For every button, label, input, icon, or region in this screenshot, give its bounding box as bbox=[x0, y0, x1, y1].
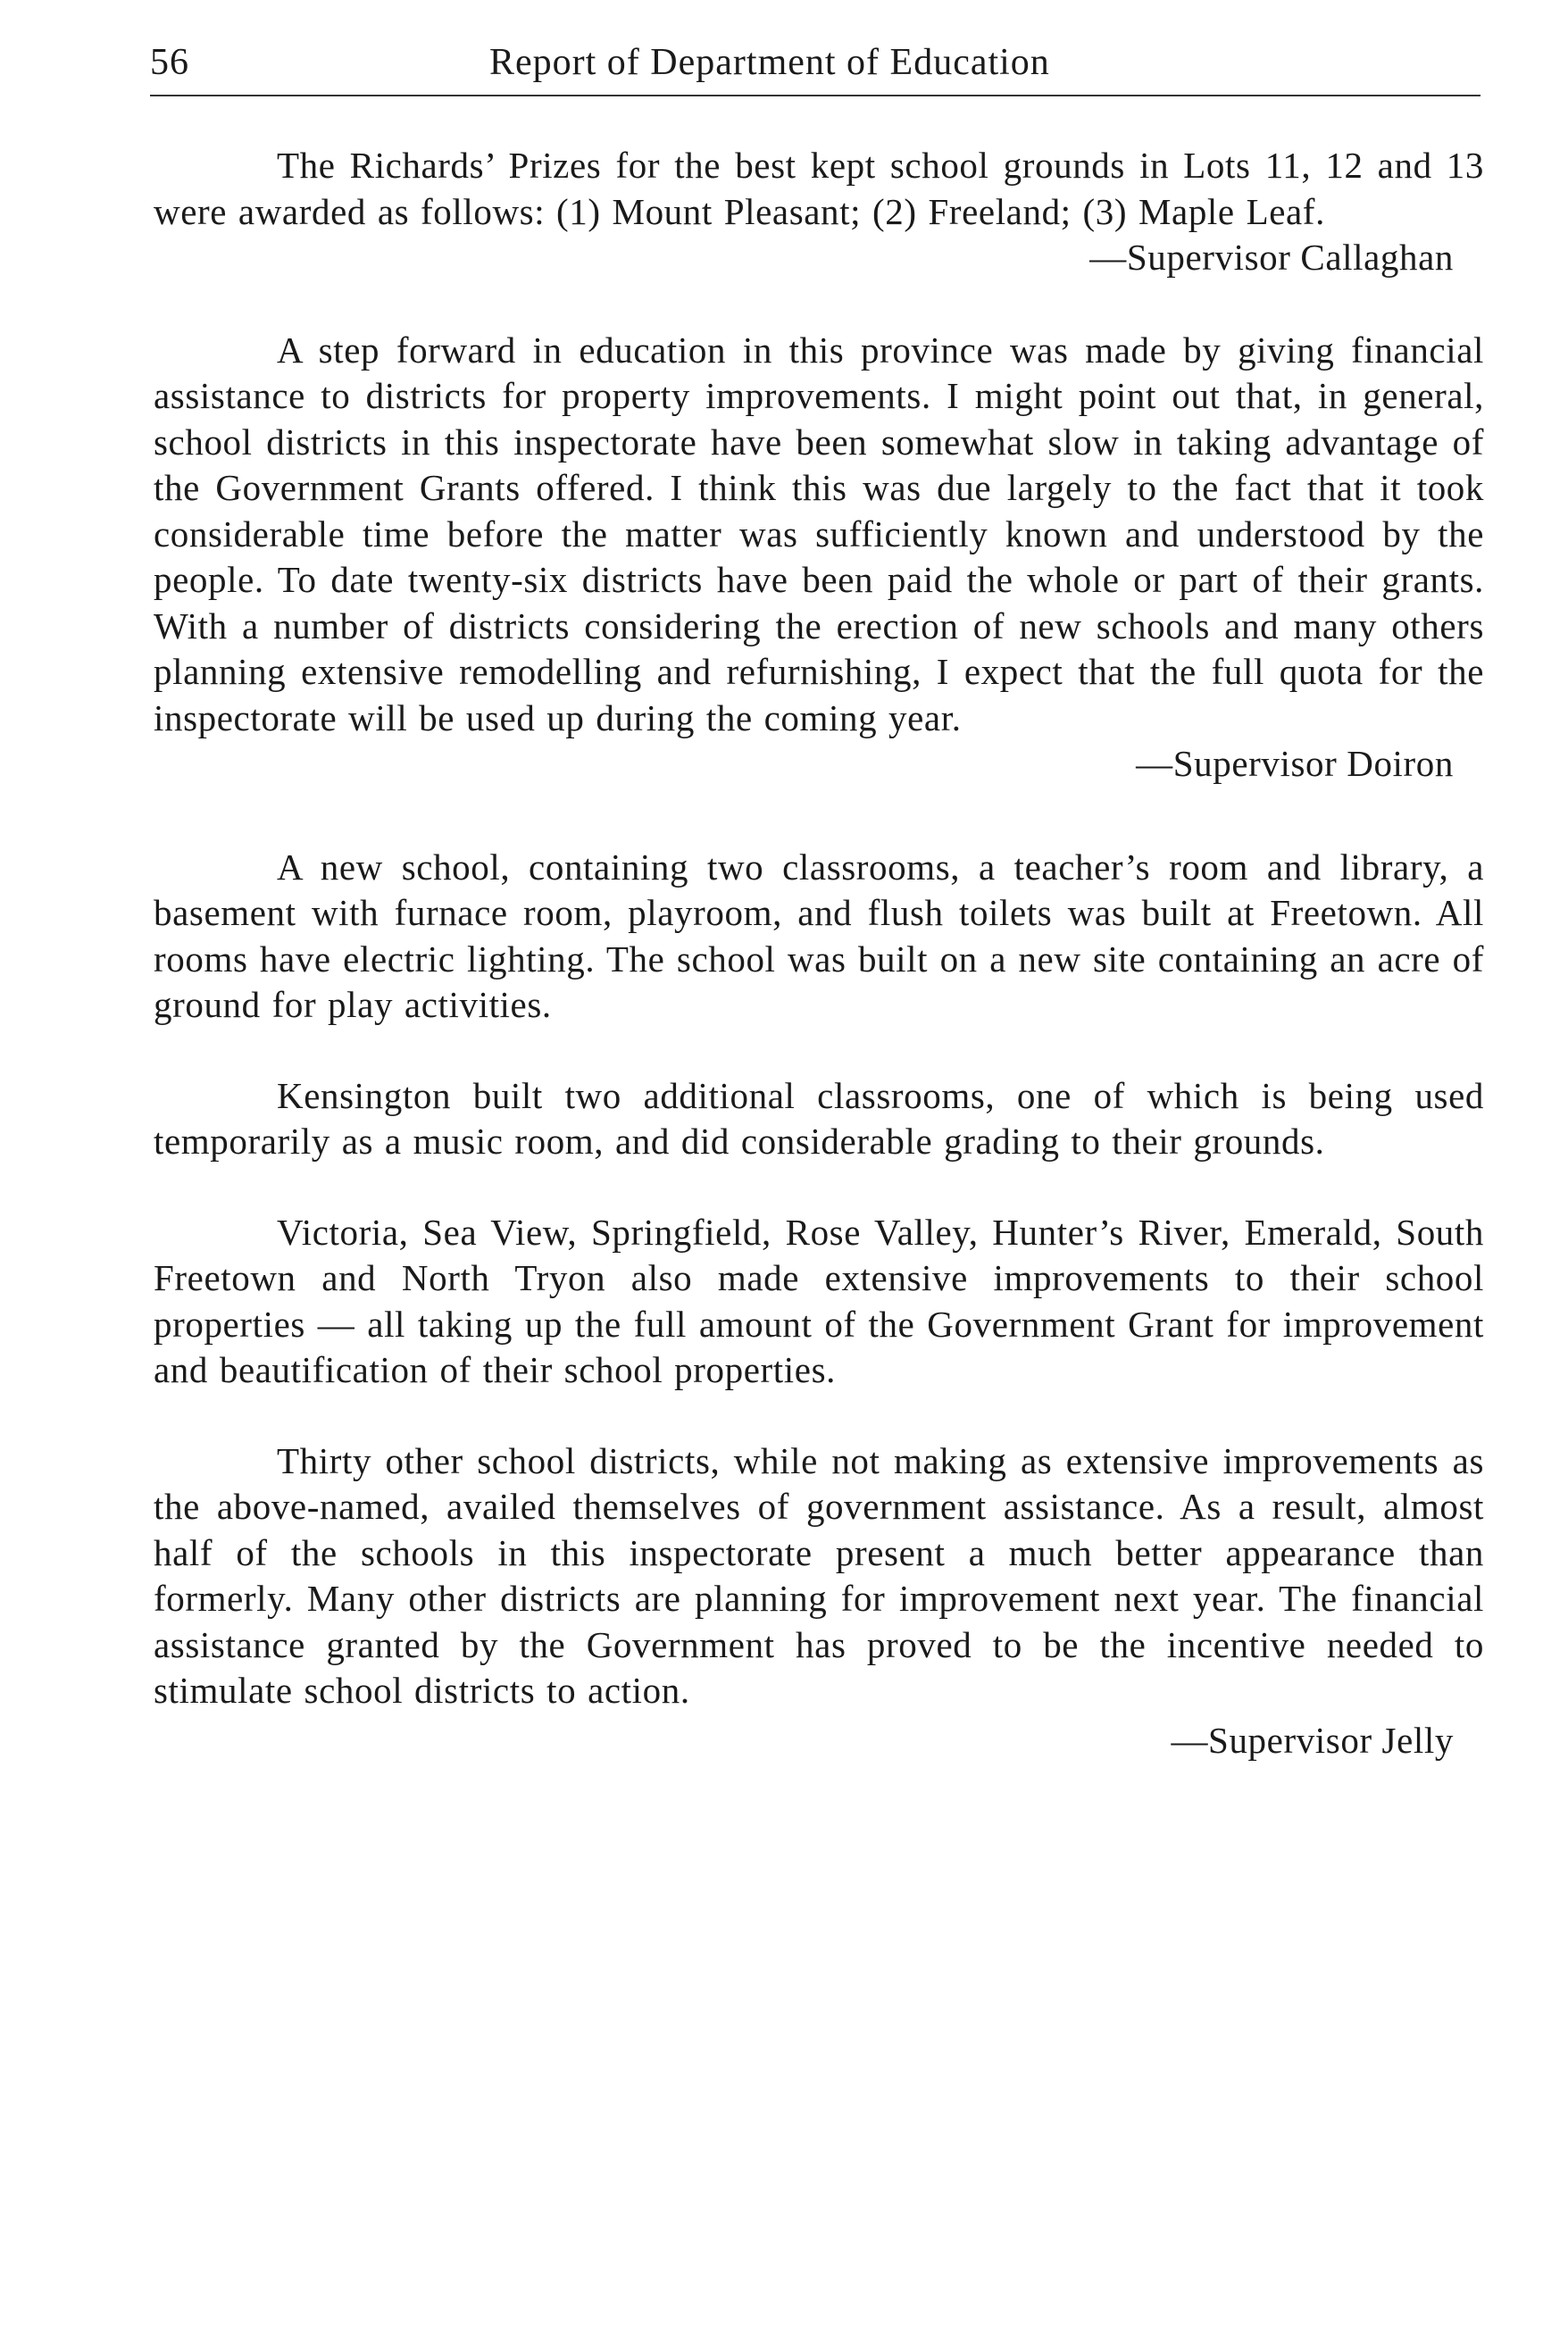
body-text bbox=[154, 143, 1484, 1763]
signature-doiron: —Supervisor Doiron bbox=[1136, 743, 1454, 784]
running-head: Report of Department of Education bbox=[489, 42, 1050, 83]
paragraph-freetown-school: A new school, containing two classrooms, a teacher’s room and library, a basement with furnace room, playroom, and flush toilets was built at Freetown. All rooms have electric lighting. The school was built on a new site containing an acre of ground for play activities. bbox=[154, 846, 1484, 1025]
signature-jelly: —Supervisor Jelly bbox=[1171, 1719, 1454, 1761]
paragraph-kensington: Kensington built two additional classrooms, one of which is being used temporarily as a music room, and did considerable grading to their grounds. bbox=[154, 1074, 1484, 1162]
spacer bbox=[154, 1394, 1484, 1438]
paragraph-other-districts: Victoria, Sea View, Springfield, Rose Valley, Hunter’s River, Emerald, South Freetown and North Tryon also made extensive improvements to their school properties — all taking up the full amount of the Government Grant for improvement and beautification of their school properties. bbox=[154, 1211, 1484, 1390]
spacer bbox=[154, 1029, 1484, 1073]
page-header bbox=[150, 36, 1480, 96]
spacer bbox=[154, 1165, 1484, 1210]
signature-callaghan: —Supervisor Callaghan bbox=[1089, 237, 1454, 278]
spacer bbox=[154, 788, 1484, 845]
paragraph-thirty-districts: Thirty other school districts, while not making as extensive improvements as the above-named, availed themselves of government assistance. As a result, almost half of the schools in this inspectorate present a much better appearance than formerly. Many other districts are planning for improvement next year. The financial assistance granted by the Government has proved to be the incentive needed to stimulate school districts to action. bbox=[154, 1439, 1484, 1711]
page-number: 56 bbox=[150, 42, 189, 83]
paragraph-richards-prizes: The Richards’ Prizes for the best kept school grounds in Lots 11, 12 and 13 were awarded as follows: (1) Mount Pleasant; (2) Freeland; (3) Maple Leaf. bbox=[154, 145, 1484, 232]
paragraph-financial-assistance: A step forward in education in this province was made by giving financial assistance to districts for property improvements. I might point out that, in general, school districts in this inspectorate have been somewhat slow in taking advantage of the Government Grants offered. I think this was due largely to the fact that it took considerable time before the matter was sufficiently known and understood by the people. To date twenty-six districts have been paid the whole or part of their grants. With a number of districts considering the erection of new schools and many others planning extensive remodelling and refurnishing, I expect that the full quota for the inspectorate will be used up during the coming year. bbox=[154, 329, 1484, 738]
spacer bbox=[154, 281, 1484, 328]
